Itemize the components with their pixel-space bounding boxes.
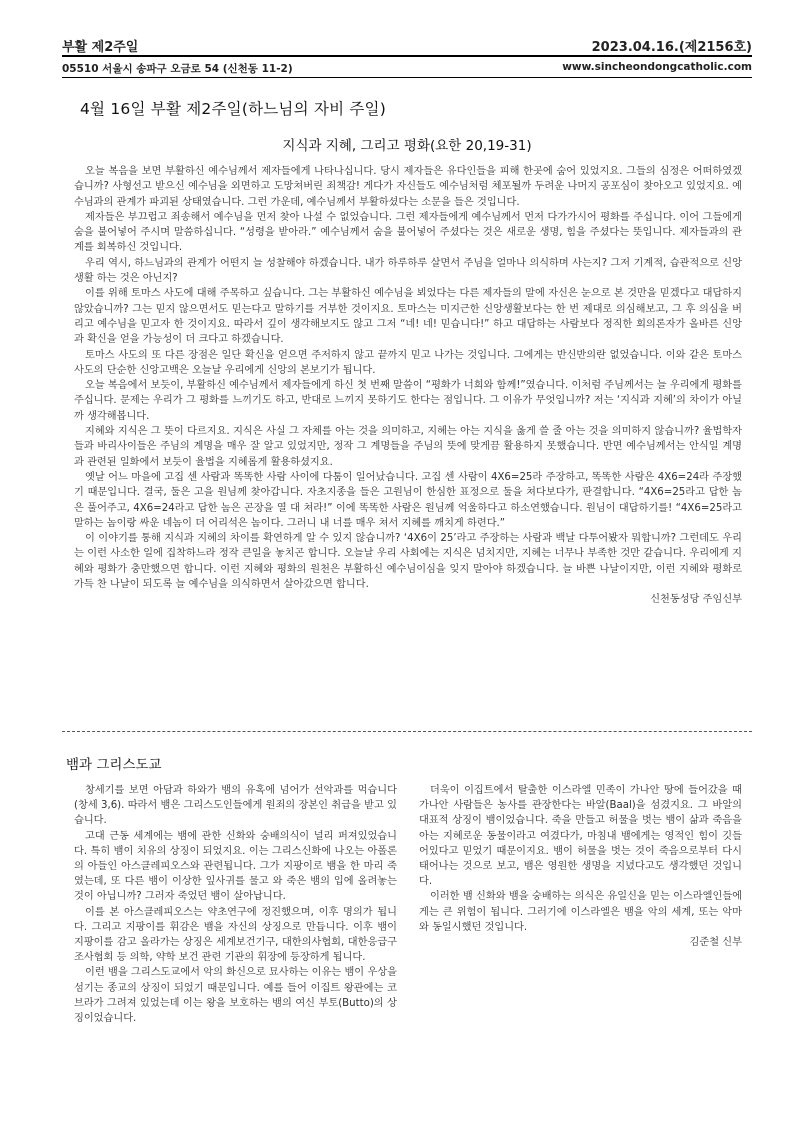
- homily-title: 지식과 지혜, 그리고 평화(요한 20,19-31): [282, 138, 532, 154]
- parish-website-link[interactable]: www.sincheondongcatholic.com: [562, 61, 752, 73]
- homily-paragraph: 이를 위해 토마스 사도에 대해 주목하고 싶습니다. 그는 부활하신 예수님을 뵈었다는 다른 제자들의 말에 자신은 눈으로 본 것만을 믿겠다고 대답하지 않았습니까? 그는 믿지 않으면서도 믿는다고 말하기를 거부한 것이지요. 토마스는 미지근한 신앙생활보다는 한 번 제대로 의심해보고, 그 후 의심을 버리고 예수님을 믿고자 한 것이지요. 따라서 깊이 생각해보지도 않고 그저 “네! 네! 믿습니다!” 하고 대답하는 사람보다 정직한 회의론자가 올바른 신앙과 확신을 얻을 가능성이 더 크다고 하겠습니다.: [74, 288, 742, 346]
- article-column-left: [74, 783, 397, 1026]
- section-divider: [62, 731, 752, 732]
- homily-body: [74, 164, 742, 608]
- article-column-right: [419, 783, 742, 950]
- homily-paragraph: 옛날 어느 마을에 고집 센 사람과 똑똑한 사람 사이에 다툼이 일어났습니다. 고집 센 사람이 4X6=25라 주장하고, 똑똑한 사람은 4X6=24라 주장했기 때문입니다. 결국, 둘은 고을 원님께 찾아갑니다. 자초지종을 들은 고원님이 한심한 표정으로 둘을 쳐다보다가, 판결합니다. “4X6=25라고 답한 놈은 풀어주고, 4X6=24라고 답한 놈은 곤장을 열 대 쳐라!” 이에 똑똑한 사람은 원님께 억울하다고 하소연했습니다. 원님이 대답하기를! “4X6=25라고 말하는 놈이랑 싸운 네놈이 더 어리석은 놈이다. 그러니 내 너를 매우 쳐서 지혜를 깨치게 하련다.”: [74, 471, 742, 529]
- bulletin-page: [62, 0, 752, 1131]
- article-title: 뱀과 그리스도교: [66, 757, 162, 773]
- header-contact: [62, 61, 752, 77]
- header-top: [62, 36, 752, 56]
- article-paragraph: 이러한 뱀 신화와 뱀을 숭배하는 의식은 유일신을 믿는 이스라엘인들에게는 큰 위험이 됩니다. 그러기에 이스라엘은 뱀을 악의 세계, 또는 악마와 동일시했던 것입니다.: [419, 891, 742, 933]
- article-signature: 김준철 신부: [689, 937, 742, 949]
- homily-paragraph: 오늘 복음에서 보듯이, 부활하신 예수님께서 제자들에게 하신 첫 번째 말씀이 “평화가 너희와 함께!”였습니다. 이처럼 주님께서는 늘 우리에게 평화를 주십니다. 문제는 우리가 그 평화를 느끼기도 하고, 반대로 느끼지 못하기도 한다는 점입니다. 그 이유가 무엇입니까? 저는 ‘지식과 지혜’의 차이가 아닐까 생각해봅니다.: [74, 380, 742, 422]
- issue-label: 부활 제2주일: [62, 40, 139, 55]
- homily-paragraph: 오늘 복음을 보면 부활하신 예수님께서 제자들에게 나타나십니다. 당시 제자들은 유다인들을 피해 한곳에 숨어 있었지요. 그들의 심정은 어떠하였겠습니까? 사형선고 받으신 예수님을 외면하고 도망쳐버린 죄책감! 게다가 자신들도 예수님처럼 체포될까 두려운 나머지 공포심이 찾아오고 있었지요. 예수님과의 관계가 파괴된 상태였습니다. 그런 가운데, 예수님께서 부활하셨다는 소문을 들은 것입니다.: [74, 166, 742, 208]
- homily-paragraph: 제자들은 부끄럽고 죄송해서 예수님을 먼저 찾아 나설 수 없었습니다. 그런 제자들에게 예수님께서 먼저 다가가시어 평화를 주십니다. 이어 그들에게 숨을 불어넣어 주시며 말씀하십니다. “성령을 받아라.” 예수님께서 숨을 불어넣어 주셨다는 것은 새로운 생명, 힘을 주셨다는 뜻입니다. 제자들과의 관계를 회복하신 것입니다.: [74, 211, 742, 254]
- homily-signature: 신천동성당 주임신부: [650, 594, 742, 606]
- article-paragraph: 이런 뱀을 그리스도교에서 악의 화신으로 묘사하는 이유는 뱀이 우상을 섬기는 종교의 상징이 되었기 때문입니다. 예를 들어 이집트 왕관에는 코브라가 그려져 있었는데 이는 왕을 보호하는 뱀의 여신 부토(Butto)의 상징이었습니다.: [74, 967, 397, 1025]
- article-paragraph: 고대 근동 세계에는 뱀에 관한 신화와 숭배의식이 널리 퍼져있었습니다. 특히 뱀이 치유의 상징이 되었지요. 이는 그리스신화에 나오는 아폴론의 아들인 아스클레피오스와 관련됩니다. 그가 지팡이로 뱀을 한 마리 죽였는데, 또 다른 뱀이 이상한 잎사귀를 물고 와 죽은 뱀의 입에 올려놓는 것이 아닙니까? 그러자 죽었던 뱀이 살아납니다.: [74, 830, 397, 903]
- header-rule: [62, 55, 752, 57]
- issue-date: 2023.04.16.(제2156호): [591, 40, 752, 55]
- article-paragraph: 더욱이 이집트에서 탈출한 이스라엘 민족이 가나안 땅에 들어갔을 때 가나안 사람들은 농사를 관장한다는 바알(Baal)을 섬겼지요. 그 바알의 대표적 상징이 뱀이었습니다. 죽을 만들고 허물을 벗는 뱀이 삶과 죽음을 아는 지혜로운 동물이라고 여겼다가, 마침내 뱀에게는 영적인 힘이 깃들어있다고 믿었기 때문이지요. 뱀이 허물을 벗는 것이 죽음으로부터 다시 태어나는 것으로 보고, 뱀은 영원한 생명을 지녔다고도 생각했던 것입니다.: [419, 785, 742, 888]
- homily-paragraph: 우리 역시, 하느님과의 관계가 어떤지 늘 성찰해야 하겠습니다. 내가 하루하루 살면서 주님을 얼마나 의식하며 사는지? 그저 기계적, 습관적으로 신앙생활 하는 것은 아닌지?: [74, 257, 742, 285]
- page-title: 4월 16일 부활 제2주일(하느님의 자비 주일): [80, 100, 386, 118]
- article-paragraph: 창세기를 보면 아담과 하와가 뱀의 유혹에 넘어가 선악과를 먹습니다(창세 3,6). 따라서 뱀은 그리스도인들에게 원죄의 장본인 취급을 받고 있습니다.: [74, 785, 397, 827]
- homily-paragraph: 지혜와 지식은 그 뜻이 다르지요. 지식은 사실 그 자체를 아는 것을 의미하고, 지혜는 아는 지식을 옳게 쓸 줄 아는 것을 의미하지 않습니까? 율법학자들과 바리사이들은 주님의 계명을 매우 잘 알고 있었지만, 정작 그 계명들을 주님의 뜻에 맞게끔 활용하지 못했습니다. 반면 예수님께서는 안식일 계명과 관련된 일화에서 보듯이 율법을 지혜롭게 활용하셨지요.: [74, 426, 742, 468]
- header-subrule: [62, 77, 752, 78]
- parish-address: 05510 서울시 송파구 오금로 54 (신천동 11-2): [62, 63, 293, 75]
- homily-paragraph: 토마스 사도의 또 다른 장점은 일단 확신을 얻으면 주저하지 않고 끝까지 믿고 나가는 것입니다. 그에게는 반신반의란 없었습니다. 이와 같은 토마스 사도의 단순한 신앙고백은 오늘날 우리에게 신앙의 본보기가 됩니다.: [74, 349, 742, 376]
- article-paragraph: 이를 본 아스클레피오스는 약초연구에 정진했으며, 이후 명의가 됩니다. 그리고 지팡이를 휘감은 뱀을 자신의 상징으로 만듭니다. 이후 뱀이 지팡이를 감고 올라가는 상징은 세계보건기구, 대한의사협회, 대한응급구조사협회 등 의학, 약학 보건 관련 기관의 휘장에 등장하게 됩니다.: [74, 906, 397, 964]
- homily-paragraph: 이 이야기를 통해 지식과 지혜의 차이를 확연하게 알 수 있지 않습니까? ‘4X6이 25’라고 주장하는 사람과 백날 다투어봤자 뭐합니까? 그런데도 우리는 이런 사소한 일에 집착하느라 정작 큰일을 놓치곤 합니다. 오늘날 우리 사회에는 지식은 넘치지만, 지혜는 너무나 부족한 것만 같습니다. 우리에게 지혜와 평화가 충만했으면 합니다. 이런 지혜와 평화의 원천은 부활하신 예수님이심을 잊지 말아야 하겠습니다. 늘 바쁜 나날이지만, 이런 지혜와 평화로 가득 찬 나날이 되도록 늘 예수님을 의식하면서 살아갔으면 합니다.: [74, 533, 742, 591]
